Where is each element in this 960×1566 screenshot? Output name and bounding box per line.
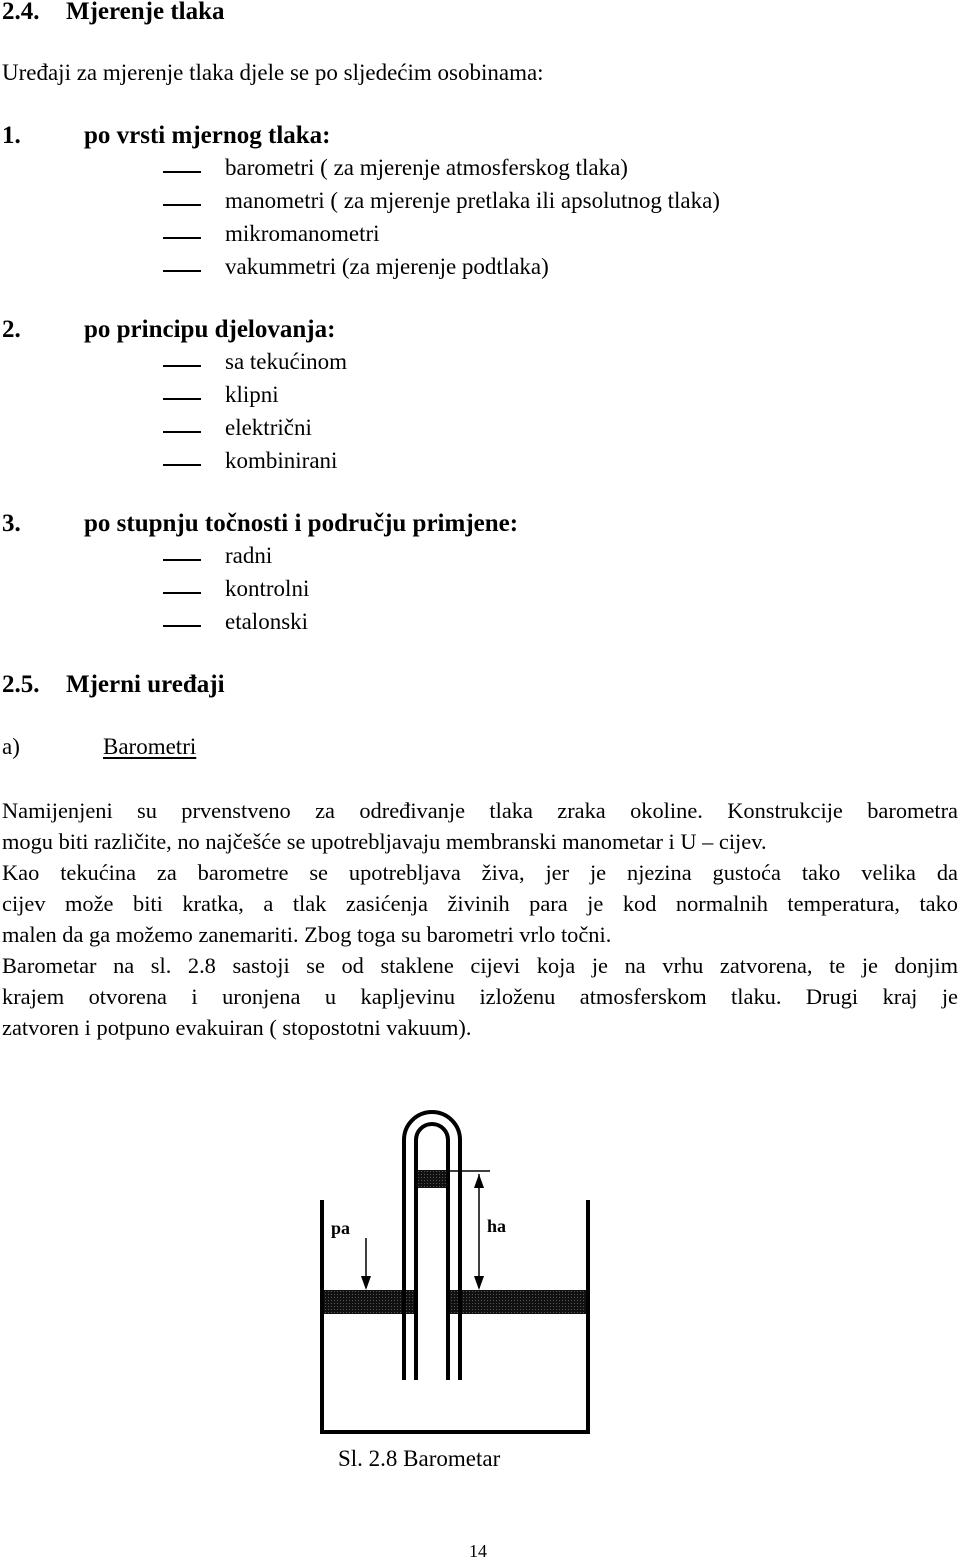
- section-title: Mjerni uređaji: [66, 671, 225, 698]
- group-1-title: po vrsti mjernog tlaka:: [84, 122, 331, 149]
- list-item: vakummetri (za mjerenje podtlaka): [225, 254, 549, 279]
- list-item: kombinirani: [225, 448, 338, 473]
- list-item: mikromanometri: [225, 221, 380, 246]
- group-3-title: po stupnju točnosti i području primjene:: [84, 510, 519, 537]
- paragraph-line: mogu biti različite, no najčešće se upotrebljavaju membranski manometar i U – cijev.: [2, 829, 767, 854]
- section-title: Mjerenje tlaka: [66, 0, 225, 25]
- section-number: 2.4.: [2, 0, 40, 25]
- list-item: etalonski: [225, 609, 309, 634]
- mercury-surface: [324, 1290, 586, 1314]
- mercury-column-top: [418, 1170, 446, 1188]
- intro-text: Uređaji za mjerenje tlaka djele se po sljedećim osobinama:: [2, 60, 544, 85]
- list-item: kontrolni: [225, 576, 310, 601]
- group-2-title: po principu djelovanja:: [84, 316, 336, 343]
- subsection-title: Barometri: [103, 734, 197, 759]
- label-height: ha: [487, 1216, 507, 1236]
- figure-caption: Sl. 2.8 Barometar: [338, 1446, 501, 1471]
- subsection-letter: a): [2, 734, 20, 759]
- list-item: sa tekućinom: [225, 349, 347, 374]
- label-pressure: pa: [331, 1218, 351, 1238]
- page-number: 14: [469, 1541, 487, 1561]
- list-item: radni: [225, 543, 273, 568]
- group-2-number: 2.: [2, 316, 21, 343]
- paragraph-line: cijev može biti kratka, a tlak zasićenja živinih para je kod normalnih temperatura, tako: [2, 891, 958, 916]
- list-item: manometri ( za mjerenje pretlaka ili apsolutnog tlaka): [225, 188, 720, 213]
- paragraph-line: Barometar na sl. 2.8 sastoji se od staklene cijevi koja je na vrhu zatvorena, te je donjim: [2, 953, 958, 978]
- list-item: barometri ( za mjerenje atmosferskog tlaka): [225, 155, 628, 180]
- paragraph-line: Kao tekućina za barometre se upotrebljava živa, jer je njezina gustoća tako velika da: [2, 860, 958, 885]
- paragraph-line: krajem otvorena i uronjena u kapljevinu izloženu atmosferskom tlaku. Drugi kraj je: [2, 984, 958, 1009]
- group-1-number: 1.: [2, 122, 21, 149]
- paragraph-line: zatvoren i potpuno evakuiran ( stopostotni vakuum).: [2, 1015, 472, 1040]
- paragraph-line: malen da ga možemo zanemariti. Zbog toga su barometri vrlo točni.: [2, 922, 612, 947]
- list-item: klipni: [225, 382, 279, 407]
- paragraph-line: Namijenjeni su prvenstveno za određivanje tlaka zraka okoline. Konstrukcije barometra: [2, 798, 958, 823]
- section-number: 2.5.: [2, 671, 40, 698]
- group-3-number: 3.: [2, 510, 21, 537]
- list-item: električni: [225, 415, 312, 440]
